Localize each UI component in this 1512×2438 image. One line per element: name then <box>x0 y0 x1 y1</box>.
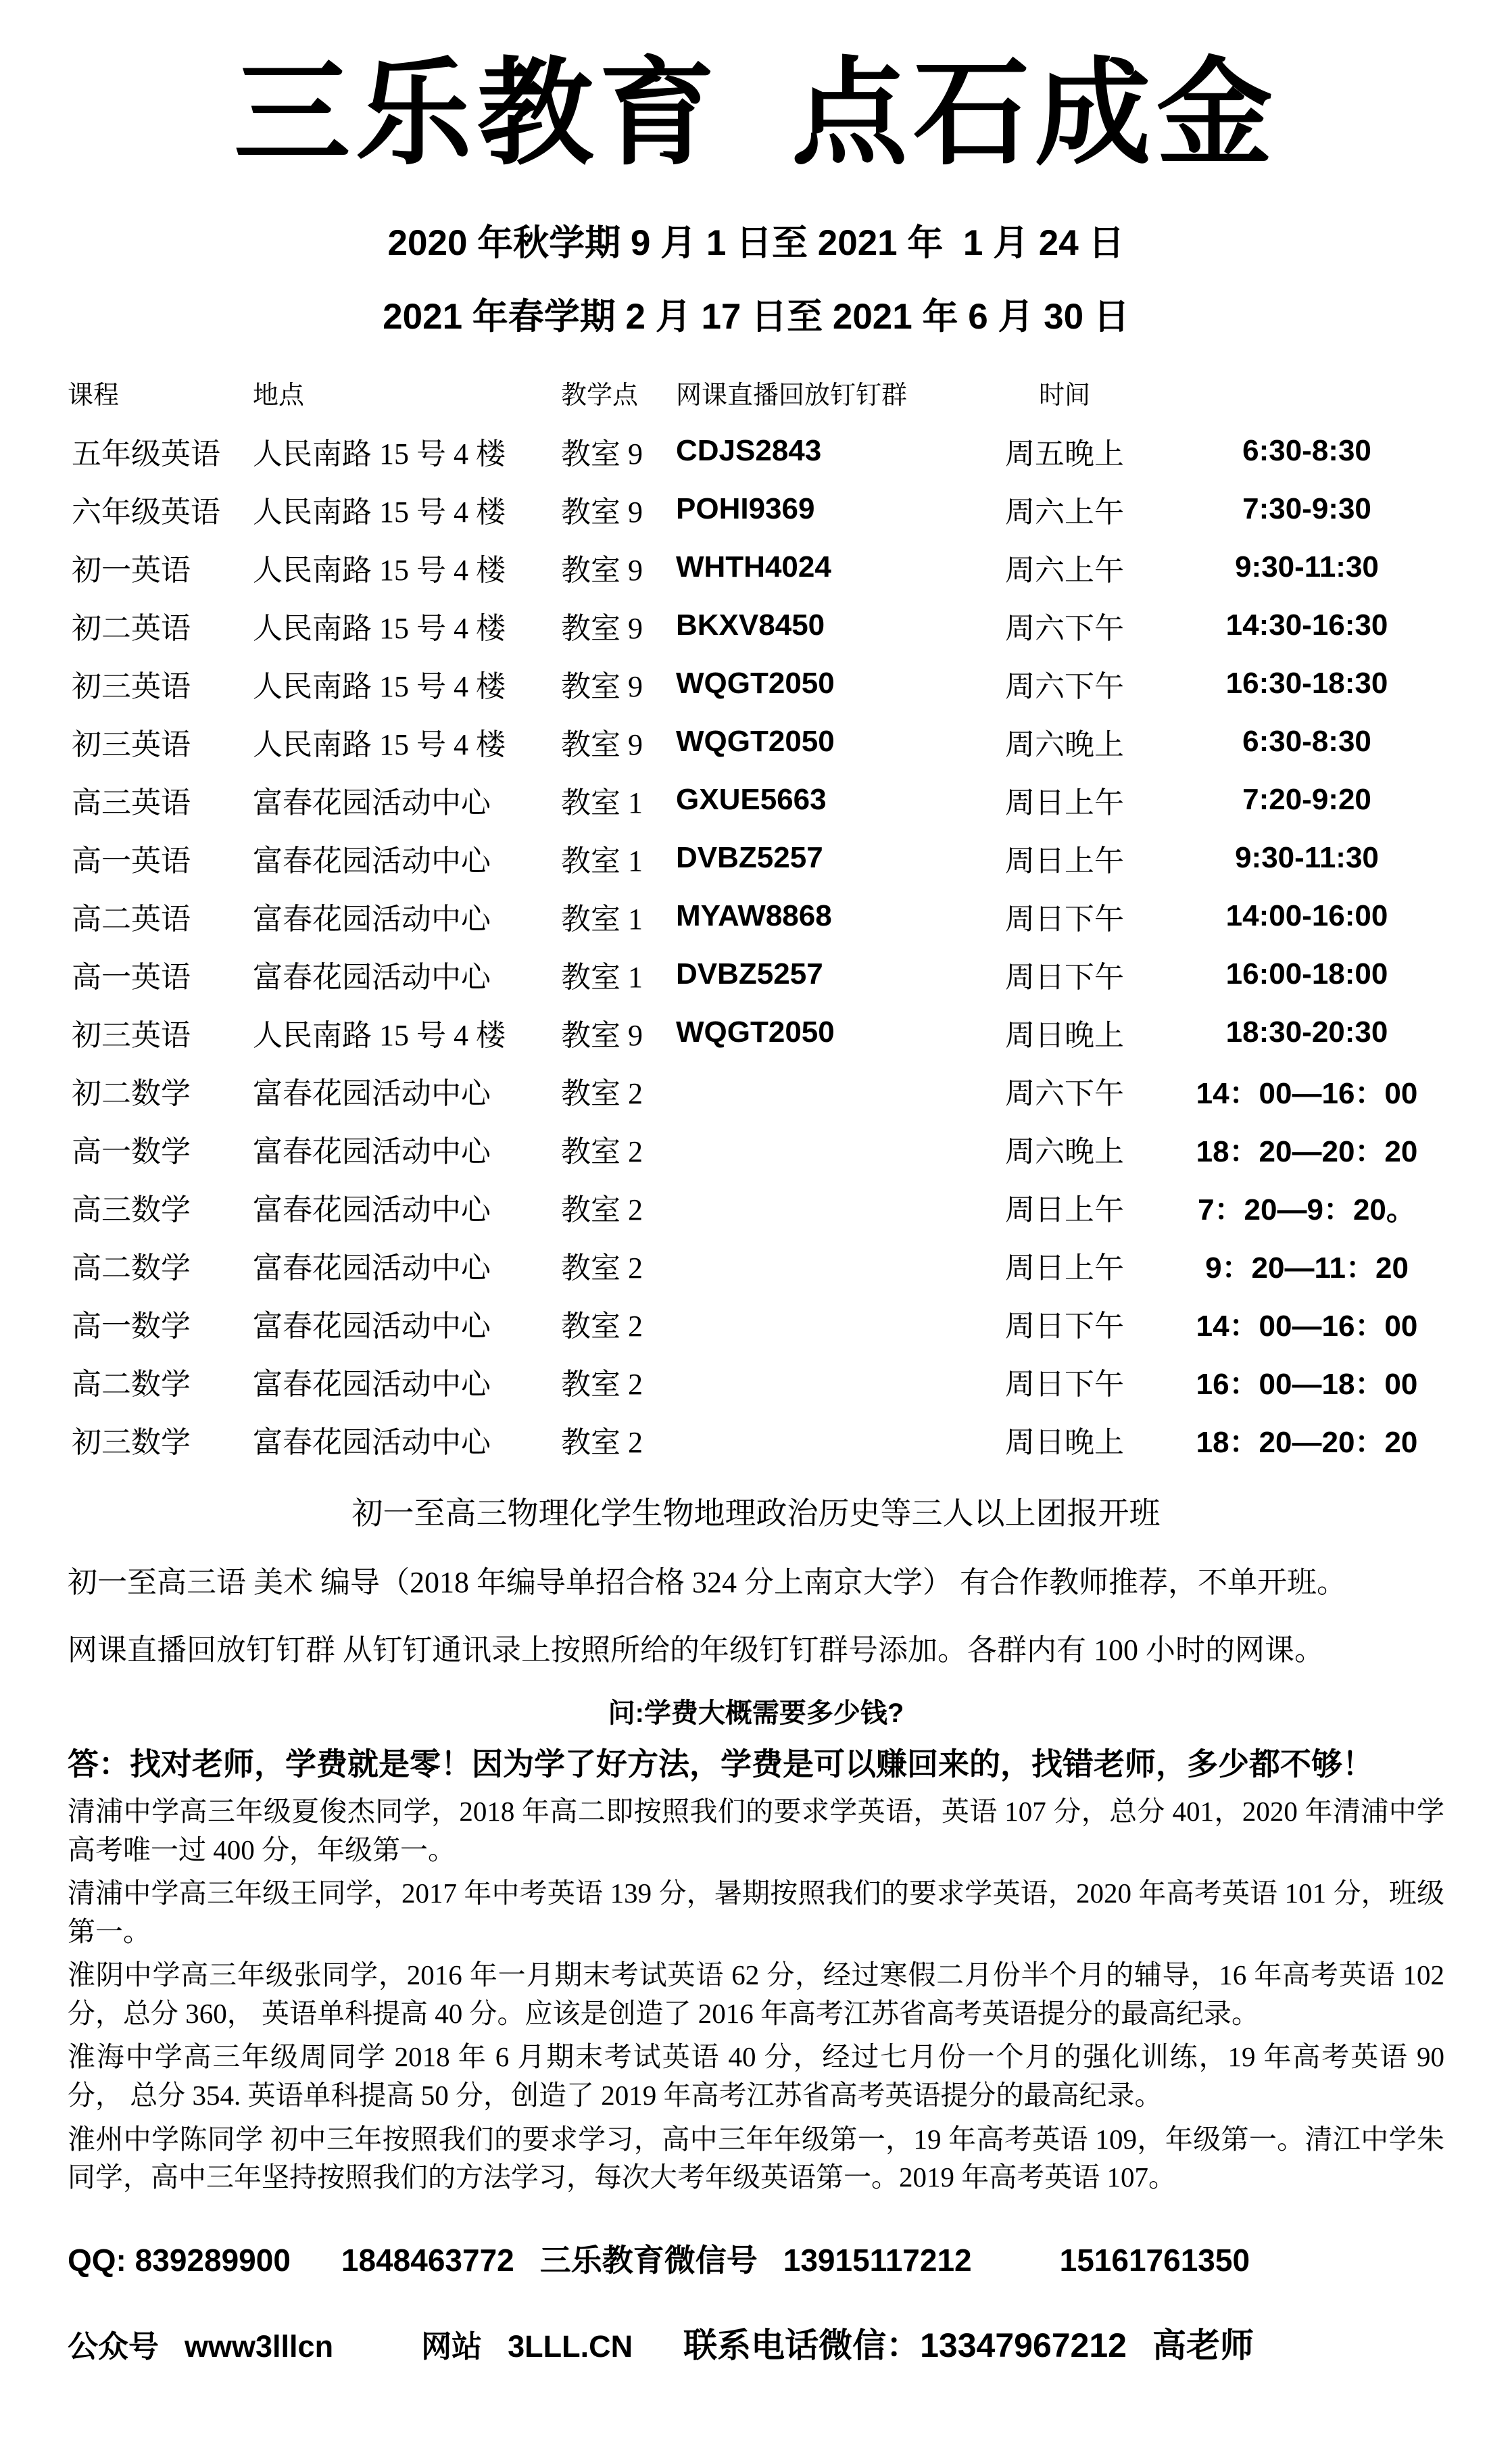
location-cell: 人民南路 15 号 4 楼 <box>253 611 506 645</box>
classroom-cell: 教室 9 <box>561 437 643 471</box>
semester-dates <box>68 222 1444 339</box>
time-cell: 14：00—16：00 <box>1196 1076 1418 1110</box>
location-cell: 富春花园活动中心 <box>253 960 491 994</box>
page-title <box>68 46 1444 180</box>
location-cell: 人民南路 15 号 4 楼 <box>253 437 506 471</box>
dingtalk-group-cell <box>676 1410 960 1468</box>
qq-number-2: 1848463772 <box>341 2242 514 2278</box>
classroom-cell: 教室 2 <box>561 1076 643 1110</box>
course-cell: 高一数学 <box>72 1134 191 1168</box>
schedule-row <box>68 771 1444 829</box>
location-cell: 富春花园活动中心 <box>253 1193 491 1226</box>
location-cell: 富春花园活动中心 <box>253 1134 491 1168</box>
day-cell: 周日晚上 <box>1005 1425 1124 1459</box>
classroom-cell: 教室 9 <box>561 1018 643 1052</box>
classroom-cell: 教室 9 <box>561 669 643 703</box>
dingtalk-group-cell <box>676 1294 960 1352</box>
dingtalk-group-cell: WQGT2050 <box>676 1015 835 1049</box>
dingtalk-group-cell: WQGT2050 <box>676 666 835 700</box>
dingtalk-group-cell: GXUE5663 <box>676 782 827 816</box>
dingtalk-group-cell: WQGT2050 <box>676 724 835 758</box>
course-cell: 初二英语 <box>72 611 191 645</box>
schedule-row <box>68 713 1444 771</box>
schedule-row <box>68 1061 1444 1120</box>
course-cell: 高三数学 <box>72 1193 191 1226</box>
col-header-classroom: 教学点 <box>561 381 639 410</box>
course-cell: 六年级英语 <box>72 495 220 529</box>
time-cell: 14:00-16:00 <box>1225 899 1388 932</box>
time-cell: 7:30-9:30 <box>1242 492 1371 525</box>
day-cell: 周日晚上 <box>1005 1018 1124 1052</box>
schedule-row <box>68 422 1444 480</box>
website-value: 3LLL.CN <box>508 2328 633 2364</box>
location-cell: 人民南路 15 号 4 楼 <box>253 553 506 587</box>
course-cell: 初三英语 <box>72 669 191 703</box>
testimonials-section <box>68 1792 1444 2197</box>
classroom-cell: 教室 9 <box>561 495 643 529</box>
wechat-number-1: 13915117212 <box>783 2242 972 2278</box>
course-cell: 初三数学 <box>72 1425 191 1459</box>
classroom-cell: 教室 1 <box>561 902 643 936</box>
day-cell: 周日上午 <box>1005 844 1124 878</box>
time-cell: 6:30-8:30 <box>1242 724 1371 758</box>
schedule-row <box>68 1178 1444 1236</box>
dingtalk-group-cell: DVBZ5257 <box>676 840 823 874</box>
col-header-dingtalk-group: 网课直播回放钉钉群 <box>676 381 908 410</box>
location-cell: 富春花园活动中心 <box>253 844 491 878</box>
schedule-table <box>68 370 1444 1468</box>
classroom-cell: 教室 2 <box>561 1367 643 1401</box>
day-cell: 周六晚上 <box>1005 727 1124 761</box>
day-cell: 周六下午 <box>1005 669 1124 703</box>
day-cell: 周日上午 <box>1005 1251 1124 1285</box>
phone-label: 联系电话微信： <box>683 2326 921 2364</box>
col-header-time: 时间 <box>1038 381 1090 410</box>
testimonial-chen-zhu: 淮州中学陈同学 初中三年按照我们的要求学习，高中三年年级第一，19 年高考英语 109，年级第一。清江中学朱同学，高中三年坚持按照我们的方法学习，每次大考年级英语第一。2019 年高考英语 107。 <box>68 2123 1444 2193</box>
semester-line-fall: 2020 年秋学期 9 月 1 日至 2021 年 1 月 24 日 <box>387 222 1125 263</box>
course-cell: 高一英语 <box>72 844 191 878</box>
time-cell: 9：20—11：20 <box>1205 1251 1409 1285</box>
phone-number: 13347967212 <box>920 2326 1127 2364</box>
group-enroll-note: 初一至高三物理化学生物地理政治历史等三人以上团报开班 <box>351 1496 1161 1531</box>
classroom-cell: 教室 2 <box>561 1134 643 1168</box>
dingtalk-group-cell: BKXV8450 <box>676 608 825 642</box>
schedule-row <box>68 654 1444 713</box>
course-cell: 高二英语 <box>72 902 191 936</box>
time-cell: 14:30-16:30 <box>1225 608 1388 642</box>
schedule-row <box>68 1236 1444 1294</box>
time-cell: 9:30-11:30 <box>1235 550 1379 583</box>
qq-number-1: QQ: 839289900 <box>68 2242 291 2278</box>
location-cell: 富春花园活动中心 <box>253 1309 491 1343</box>
public-account-label: 公众号 <box>68 2329 160 2364</box>
schedule-row <box>68 945 1444 1003</box>
day-cell: 周日下午 <box>1005 960 1124 994</box>
schedule-row <box>68 887 1444 945</box>
time-cell: 6:30-8:30 <box>1242 433 1371 467</box>
dingtalk-group-cell <box>676 1178 960 1236</box>
contact-line-qq-wechat <box>68 2236 1444 2280</box>
schedule-row <box>68 1410 1444 1468</box>
day-cell: 周六下午 <box>1005 611 1124 645</box>
classroom-cell: 教室 2 <box>561 1251 643 1285</box>
location-cell: 富春花园活动中心 <box>253 902 491 936</box>
testimonial-zhang: 淮阴中学高三年级张同学，2016 年一月期末考试英语 62 分，经过寒假二月份半个月的辅导，16 年高考英语 102 分，总分 360， 英语单科提高 40 分。应该是创造了 2016 年高考江苏省高考英语提分的最高纪录。 <box>68 1959 1444 2029</box>
time-cell: 9:30-11:30 <box>1235 840 1379 874</box>
course-cell: 高二数学 <box>72 1251 191 1285</box>
dingtalk-group-cell: WHTH4024 <box>676 550 831 583</box>
dingtalk-group-cell <box>676 1120 960 1178</box>
classroom-cell: 教室 1 <box>561 786 643 819</box>
classroom-cell: 教室 1 <box>561 844 643 878</box>
wechat-number-2: 15161761350 <box>1059 2242 1250 2278</box>
day-cell: 周日下午 <box>1005 1367 1124 1401</box>
location-cell: 人民南路 15 号 4 楼 <box>253 495 506 529</box>
day-cell: 周六晚上 <box>1005 1134 1124 1168</box>
schedule-row <box>68 1003 1444 1061</box>
course-cell: 高三英语 <box>72 786 191 819</box>
location-cell: 富春花园活动中心 <box>253 1076 491 1110</box>
testimonial-wang: 清浦中学高三年级王同学，2017 年中考英语 139 分，暑期按照我们的要求学英语，2020 年高考英语 101 分，班级第一。 <box>68 1878 1444 1947</box>
schedule-row <box>68 829 1444 887</box>
day-cell: 周日下午 <box>1005 1309 1124 1343</box>
website-label: 网站 <box>421 2329 483 2364</box>
day-cell: 周五晚上 <box>1005 437 1124 471</box>
day-cell: 周日上午 <box>1005 786 1124 819</box>
course-cell: 初二数学 <box>72 1076 191 1110</box>
testimonial-zhou: 淮海中学高三年级周同学 2018 年 6 月期末考试英语 40 分，经过七月份一个月的强化训练，19 年高考英语 90 分， 总分 354. 英语单科提高 50 分，创造了 2019 年高考江苏省高考英语提分的最高纪录。 <box>68 2041 1444 2111</box>
location-cell: 人民南路 15 号 4 楼 <box>253 1018 506 1052</box>
time-cell: 16:00-18:00 <box>1225 957 1388 990</box>
classroom-cell: 教室 9 <box>561 611 643 645</box>
dingtalk-group-cell: POHI9369 <box>676 492 815 525</box>
day-cell: 周六上午 <box>1005 495 1124 529</box>
classroom-cell: 教室 2 <box>561 1425 643 1459</box>
dingtalk-group-cell: MYAW8868 <box>676 899 832 932</box>
time-cell: 18：20—20：20 <box>1196 1134 1418 1168</box>
time-cell: 18:30-20:30 <box>1225 1015 1388 1049</box>
course-cell: 初一英语 <box>72 553 191 587</box>
location-cell: 人民南路 15 号 4 楼 <box>253 669 506 703</box>
day-cell: 周日上午 <box>1005 1193 1124 1226</box>
day-cell: 周日下午 <box>1005 902 1124 936</box>
dingtalk-group-cell: DVBZ5257 <box>676 957 823 990</box>
schedule-row <box>68 538 1444 596</box>
dingtalk-group-cell <box>676 1236 960 1294</box>
location-cell: 富春花园活动中心 <box>253 1367 491 1401</box>
classroom-cell: 教室 2 <box>561 1193 643 1226</box>
dingtalk-note: 网课直播回放钉钉群 从钉钉通讯录上按照所给的年级钉钉群号添加。各群内有 100 小时的网课。 <box>68 1633 1324 1667</box>
testimonial-xiajunjie: 清浦中学高三年级夏俊杰同学，2018 年高二即按照我们的要求学英语，英语 107 分，总分 401，2020 年清浦中学高考唯一过 400 分，年级第一。 <box>68 1795 1444 1865</box>
day-cell: 周六上午 <box>1005 553 1124 587</box>
time-cell: 7:20-9:20 <box>1242 782 1371 816</box>
col-header-course: 课程 <box>68 381 120 410</box>
schedule-row <box>68 1352 1444 1410</box>
schedule-row <box>68 1294 1444 1352</box>
day-cell: 周六下午 <box>1005 1076 1124 1110</box>
dingtalk-group-cell: CDJS2843 <box>676 433 822 467</box>
location-cell: 人民南路 15 号 4 楼 <box>253 727 506 761</box>
course-cell: 五年级英语 <box>72 437 220 471</box>
course-cell: 初三英语 <box>72 727 191 761</box>
time-cell: 16:30-18:30 <box>1225 666 1388 700</box>
location-cell: 富春花园活动中心 <box>253 786 491 819</box>
location-cell: 富春花园活动中心 <box>253 1251 491 1285</box>
title-brand: 三乐教育 <box>234 44 721 181</box>
location-cell: 富春花园活动中心 <box>253 1425 491 1459</box>
time-cell: 18：20—20：20 <box>1196 1425 1418 1459</box>
classroom-cell: 教室 2 <box>561 1309 643 1343</box>
time-cell: 7：20—9：20。 <box>1198 1193 1416 1226</box>
art-course-note: 初一至高三语 美术 编导（2018 年编导单招合格 324 分上南京大学） 有合作教师推荐，不单开班。 <box>68 1565 1346 1599</box>
classroom-cell: 教室 9 <box>561 553 643 587</box>
schedule-body <box>68 422 1444 1468</box>
title-slogan: 点石成金 <box>791 44 1278 181</box>
schedule-row <box>68 596 1444 654</box>
col-header-time-range <box>1169 370 1444 422</box>
public-account-value: www3lllcn <box>185 2328 334 2364</box>
tuition-question: 问:学费大概需要多少钱? <box>608 1698 904 1728</box>
schedule-row <box>68 480 1444 538</box>
tuition-answer: 答：找对老师，学费就是零！因为学了好方法，学费是可以赚回来的，找错老师，多少都不够！ <box>68 1746 1373 1782</box>
dingtalk-group-cell <box>676 1061 960 1120</box>
wechat-label: 三乐教育微信号 <box>539 2243 758 2278</box>
teacher-name: 高老师 <box>1152 2326 1254 2364</box>
course-cell: 初三英语 <box>72 1018 191 1052</box>
contact-line-web-phone <box>68 2318 1444 2367</box>
classroom-cell: 教室 1 <box>561 960 643 994</box>
time-cell: 16：00—18：00 <box>1196 1367 1418 1401</box>
classroom-cell: 教室 9 <box>561 727 643 761</box>
course-cell: 高一数学 <box>72 1309 191 1343</box>
schedule-row <box>68 1120 1444 1178</box>
time-cell: 14：00—16：00 <box>1196 1309 1418 1343</box>
course-cell: 高二数学 <box>72 1367 191 1401</box>
dingtalk-group-cell <box>676 1352 960 1410</box>
semester-line-spring: 2021 年春学期 2 月 17 日至 2021 年 6 月 30 日 <box>383 297 1129 337</box>
col-header-location: 地点 <box>253 381 305 410</box>
course-cell: 高一英语 <box>72 960 191 994</box>
schedule-header-row <box>68 370 1444 422</box>
